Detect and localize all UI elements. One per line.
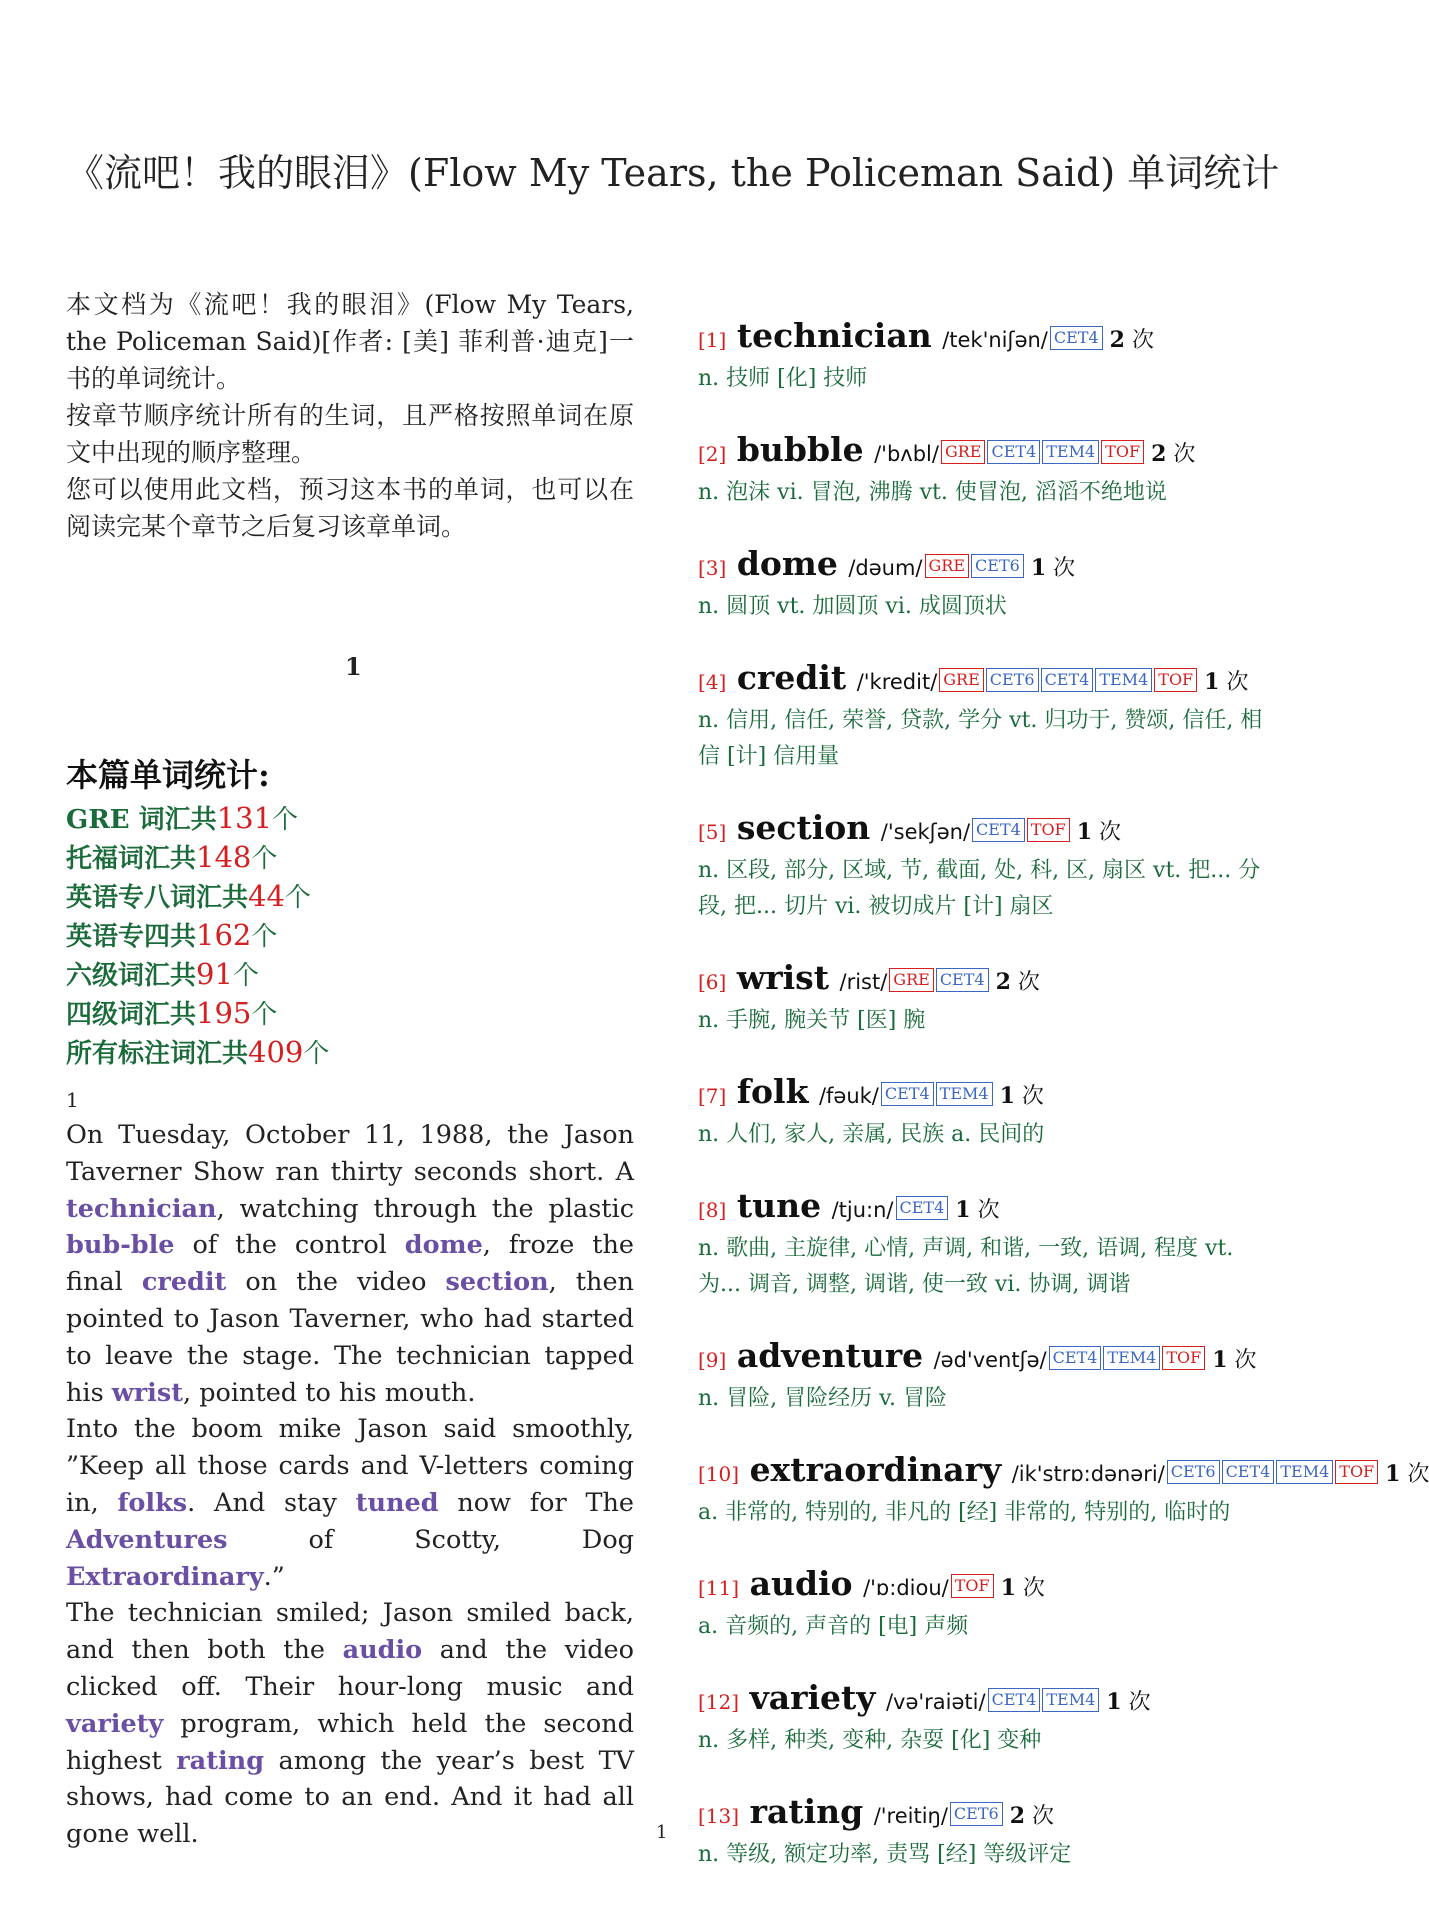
count-value: 1 [1076,819,1093,845]
stat-label: 所有标注词汇共 [66,1039,249,1069]
definition: n. 歌曲, 主旋律, 心情, 声调, 和谐, 一致, 语调, 程度 vt. 为... 调音, 调整, 调谐, 使一致 vi. 协调, 调谐 [698,1236,1234,1297]
count-unit: 次 [1227,1348,1257,1373]
count-unit: 次 [1166,442,1196,467]
story-text-run: of Scotty, Dog [227,1524,634,1555]
stat-value: 162 [196,918,252,952]
word-list [698,316,1429,1908]
level-tag: GRE [925,554,970,578]
stat-label: GRE 词汇共 [66,805,217,835]
occurrence-count [993,1084,1044,1109]
word-entry-head [698,1794,1278,1835]
headword: dome [736,544,838,583]
word-entry [698,960,1278,1039]
stat-row [66,956,329,995]
occurrence-count [994,1576,1045,1601]
stat-value: 44 [248,879,285,913]
definition: n. 等级, 额定功率, 责骂 [经] 等级评定 [698,1842,1072,1867]
level-tag: GRE [939,668,984,692]
definition: n. 多样, 种类, 变种, 杂耍 [化] 变种 [698,1728,1042,1753]
word-index: [4] [698,670,727,694]
word-index: [13] [698,1804,740,1828]
level-tag: TEM4 [1103,1346,1160,1370]
intro-paragraph: 您可以使用此文档，预习这本书的单词，也可以在阅读完某个章节之后复习该章单词。 [66,475,634,541]
keyword: dome [404,1230,483,1261]
headword: variety [749,1678,876,1717]
story-text-run: . And stay [187,1487,356,1518]
occurrence-count [1003,1804,1054,1829]
occurrence-count [1144,442,1195,467]
stat-row [66,800,329,839]
level-tag: GRE [941,440,986,464]
phonetic: /'ɒ:diou/ [863,1576,949,1600]
level-tag: GRE [889,968,934,992]
keyword: bub-ble [66,1230,175,1261]
phonetic: /'sekʃən/ [880,820,971,844]
phonetic: /'reitiŋ/ [873,1804,948,1828]
phonetic: /'bʌbl/ [874,442,939,466]
level-tag: CET4 [988,1688,1041,1712]
keyword: section [445,1267,549,1298]
word-entry-head [698,660,1278,701]
word-entry-head [698,1566,1278,1607]
level-tag: CET4 [1050,326,1103,350]
headword: adventure [736,1336,924,1375]
count-unit: 次 [970,1198,1000,1223]
section-number: 1 [66,1088,79,1112]
level-tag: TOF [1335,1460,1378,1484]
count-value: 1 [955,1197,971,1223]
count-value: 1 [1030,555,1047,581]
headword: technician [736,316,932,355]
page-number: 1 [656,1822,668,1843]
level-tag: TEM4 [1042,1688,1099,1712]
stat-row [66,878,329,917]
word-entry [698,810,1278,925]
word-entry [698,1680,1278,1759]
story-text-run: On Tuesday, October 11, 1988, the Jason Taverner Show ran thirty seconds short. A [66,1120,634,1187]
story-paragraph [66,1411,634,1595]
count-unit: 次 [1121,1690,1151,1715]
count-unit: 次 [1014,1084,1044,1109]
count-unit: 次 [1124,328,1154,353]
word-entry-head [698,546,1278,587]
level-tag: CET4 [1049,1346,1102,1370]
stat-unit: 个 [251,844,278,874]
headword: audio [749,1564,853,1603]
definition: n. 区段, 部分, 区域, 节, 截面, 处, 科, 区, 扇区 vt. 把... 分段, 把... 切片 vi. 被切成片 [计] 扇区 [698,858,1261,919]
occurrence-count [1197,670,1248,695]
phonetic: /dəum/ [848,556,923,580]
count-value: 1 [1212,1347,1228,1373]
stat-unit: 个 [232,961,259,991]
word-entry [698,1074,1278,1153]
story-text-run: , watching through the plastic [216,1193,634,1224]
level-tag: TOF [951,1574,994,1598]
stats-heading: 本篇单词统计: [66,756,270,794]
story-text-run: , froze the final [66,1230,634,1298]
count-unit: 次 [1010,970,1040,995]
headword: extraordinary [749,1450,1002,1489]
intro-paragraph: 本文档为《流吧！我的眼泪》(Flow My Tears, the Policeman Said)[作者: [美] 菲利普·迪克]一书的单词统计。 [66,290,634,393]
stat-label: 四级词汇共 [66,1000,197,1030]
level-tag: TEM4 [1276,1460,1333,1484]
intro-paragraph: 按章节顺序统计所有的生词，且严格按照单词在原文中出现的顺序整理。 [66,401,634,467]
count-value: 1 [1000,1575,1016,1601]
stat-value: 148 [196,840,252,874]
count-value: 2 [1009,1803,1026,1829]
level-tag: CET4 [1041,668,1094,692]
story-text [66,1085,634,1853]
stat-value: 195 [196,996,252,1030]
keyword: Extraordinary [66,1561,264,1592]
keyword: tuned [355,1487,439,1518]
level-tag: TOF [1162,1346,1205,1370]
phonetic: /rist/ [839,970,888,994]
definition: n. 信用, 信任, 荣誉, 贷款, 学分 vt. 归功于, 赞颂, 信任, 相信 [计] 信用量 [698,708,1263,769]
count-unit: 次 [1025,1804,1055,1829]
headword: credit [736,658,847,697]
level-tag: TOF [1154,668,1197,692]
word-stats [66,750,329,1073]
occurrence-count [1103,328,1154,353]
word-index: [9] [698,1348,727,1372]
story-text-run: and the video clicked off. Their hour-long music and [66,1635,634,1702]
count-unit: 次 [1092,820,1122,845]
count-unit: 次 [1219,670,1249,695]
word-index: [10] [698,1462,740,1486]
word-entry-head [698,1188,1278,1229]
chapter-number: 1 [345,652,362,681]
level-tag: CET6 [950,1802,1003,1826]
count-value: 2 [1151,441,1167,467]
headword: wrist [736,958,829,997]
intro-text [66,286,634,545]
word-index: [6] [698,970,727,994]
keyword: technician [66,1193,217,1224]
phonetic: /fəuk/ [818,1084,879,1108]
word-entry [698,1188,1278,1303]
stat-row [66,995,329,1034]
level-tag: CET4 [881,1082,934,1106]
word-index: [2] [698,442,727,466]
occurrence-count [989,970,1040,995]
level-tag: CET6 [1167,1460,1220,1484]
word-index: [11] [698,1576,740,1600]
stat-unit: 个 [251,1000,278,1030]
keyword: wrist [111,1377,183,1408]
word-entry-head [698,432,1278,473]
occurrence-count [1070,820,1121,845]
story-text-run: now for The [438,1487,634,1518]
occurrence-count [1378,1462,1429,1487]
count-value: 1 [1204,669,1220,695]
stat-label: 英语专八词汇共 [66,883,249,913]
definition: n. 泡沫 vi. 冒泡, 沸腾 vt. 使冒泡, 滔滔不绝地说 [698,480,1167,505]
level-tag: TEM4 [936,1082,993,1106]
level-tag: CET4 [972,818,1025,842]
headword: rating [749,1792,864,1831]
story-paragraph [66,1595,634,1853]
count-value: 1 [999,1083,1015,1109]
story-text-run: The technician smiled; Jason smiled back, and then both the [66,1598,634,1666]
level-tag: TOF [1027,818,1070,842]
story-text-run: , pointed to his mouth. [183,1377,476,1408]
stat-label: 六级词汇共 [66,961,197,991]
word-entry [698,432,1278,511]
stat-unit: 个 [251,922,278,952]
level-tag: CET6 [971,554,1024,578]
definition: n. 人们, 家人, 亲属, 民族 a. 民间的 [698,1122,1045,1147]
headword: tune [736,1186,822,1225]
phonetic: /tju:n/ [831,1198,894,1222]
story-text-run: Into the boom mike Jason said smoothly, ”Keep all those cards and V-letters coming in, [66,1414,634,1518]
word-entry [698,318,1278,397]
definition: n. 圆顶 vt. 加圆顶 vi. 成圆顶状 [698,594,1007,619]
stat-row [66,917,329,956]
word-index: [8] [698,1198,727,1222]
stat-unit: 个 [303,1039,330,1069]
word-entry-head [698,810,1278,851]
phonetic: /ik'strɒ:dənəri/ [1011,1462,1165,1486]
count-unit: 次 [1400,1462,1429,1487]
story-text-run: program, which held the second highest [66,1708,634,1776]
phonetic: /tek'niʃən/ [942,328,1048,352]
level-tag: TOF [1101,440,1144,464]
story-text-run: among the year’s best TV shows, had come to an end. And it had all gone well. [66,1745,634,1850]
word-entry-head [698,1074,1278,1115]
word-entry [698,1794,1278,1873]
level-tag: CET4 [936,968,989,992]
stat-value: 131 [216,801,273,835]
phonetic: /və'raiəti/ [885,1690,986,1714]
keyword: Adventures [66,1524,228,1555]
count-value: 1 [1385,1461,1401,1487]
stat-value: 409 [248,1035,304,1069]
word-entry-head [698,960,1278,1001]
word-entry-head [698,1450,1429,1493]
stat-row [66,839,329,878]
headword: section [736,808,871,847]
story-paragraph [66,1117,634,1411]
page-title: 《流吧！我的眼泪》(Flow My Tears, the Policeman Said) 单词统计 [66,151,1280,195]
keyword: rating [176,1745,265,1776]
level-tag: TEM4 [1042,440,1099,464]
count-value: 2 [995,969,1011,995]
story-text-run: on the video [226,1267,446,1298]
count-value: 2 [1109,327,1125,353]
definition: n. 冒险, 冒险经历 v. 冒险 [698,1386,947,1411]
level-tag: CET4 [896,1196,949,1220]
count-unit: 次 [1046,556,1076,581]
keyword: credit [141,1267,227,1298]
stat-unit: 个 [284,883,311,913]
count-unit: 次 [1015,1576,1045,1601]
word-index: [7] [698,1084,727,1108]
occurrence-count [948,1198,999,1223]
level-tag: CET4 [987,440,1040,464]
word-entry [698,1450,1429,1531]
keyword: folks [117,1487,188,1518]
word-entry-head [698,318,1278,359]
story-text-run: .” [263,1561,285,1592]
headword: folk [736,1072,809,1111]
level-tag: TEM4 [1095,668,1152,692]
definition: n. 技师 [化] 技师 [698,366,868,391]
definition: a. 音频的, 声音的 [电] 声频 [698,1614,969,1639]
definition: a. 非常的, 特别的, 非凡的 [经] 非常的, 特别的, 临时的 [698,1500,1231,1525]
stat-unit: 个 [272,805,299,835]
keyword: audio [342,1635,423,1666]
story-text-run: of the control [174,1230,405,1261]
definition: n. 手腕, 腕关节 [医] 腕 [698,1008,926,1033]
word-entry [698,1566,1278,1645]
occurrence-count [1024,556,1075,581]
word-index: [1] [698,328,727,352]
count-value: 1 [1106,1689,1122,1715]
word-index: [5] [698,820,727,844]
stat-row [66,1034,329,1073]
word-entry [698,660,1278,775]
occurrence-count [1205,1348,1256,1373]
level-tag: CET4 [1222,1460,1275,1484]
story-text-run: , then pointed to Jason Taverner, who had started to leave the stage. The technician tapped his [66,1267,634,1408]
word-entry [698,546,1278,625]
word-index: [3] [698,556,727,580]
stat-value: 91 [196,957,233,991]
phonetic: /əd'ventʃə/ [933,1348,1047,1372]
headword: bubble [736,430,864,469]
word-entry [698,1338,1278,1417]
stat-label: 英语专四共 [66,922,197,952]
word-entry-head [698,1680,1278,1721]
level-tag: CET6 [986,668,1039,692]
keyword: variety [66,1708,164,1739]
word-index: [12] [698,1690,740,1714]
occurrence-count [1099,1690,1150,1715]
stat-label: 托福词汇共 [66,844,197,874]
word-entry-head [698,1338,1278,1379]
phonetic: /'kredit/ [856,670,938,694]
